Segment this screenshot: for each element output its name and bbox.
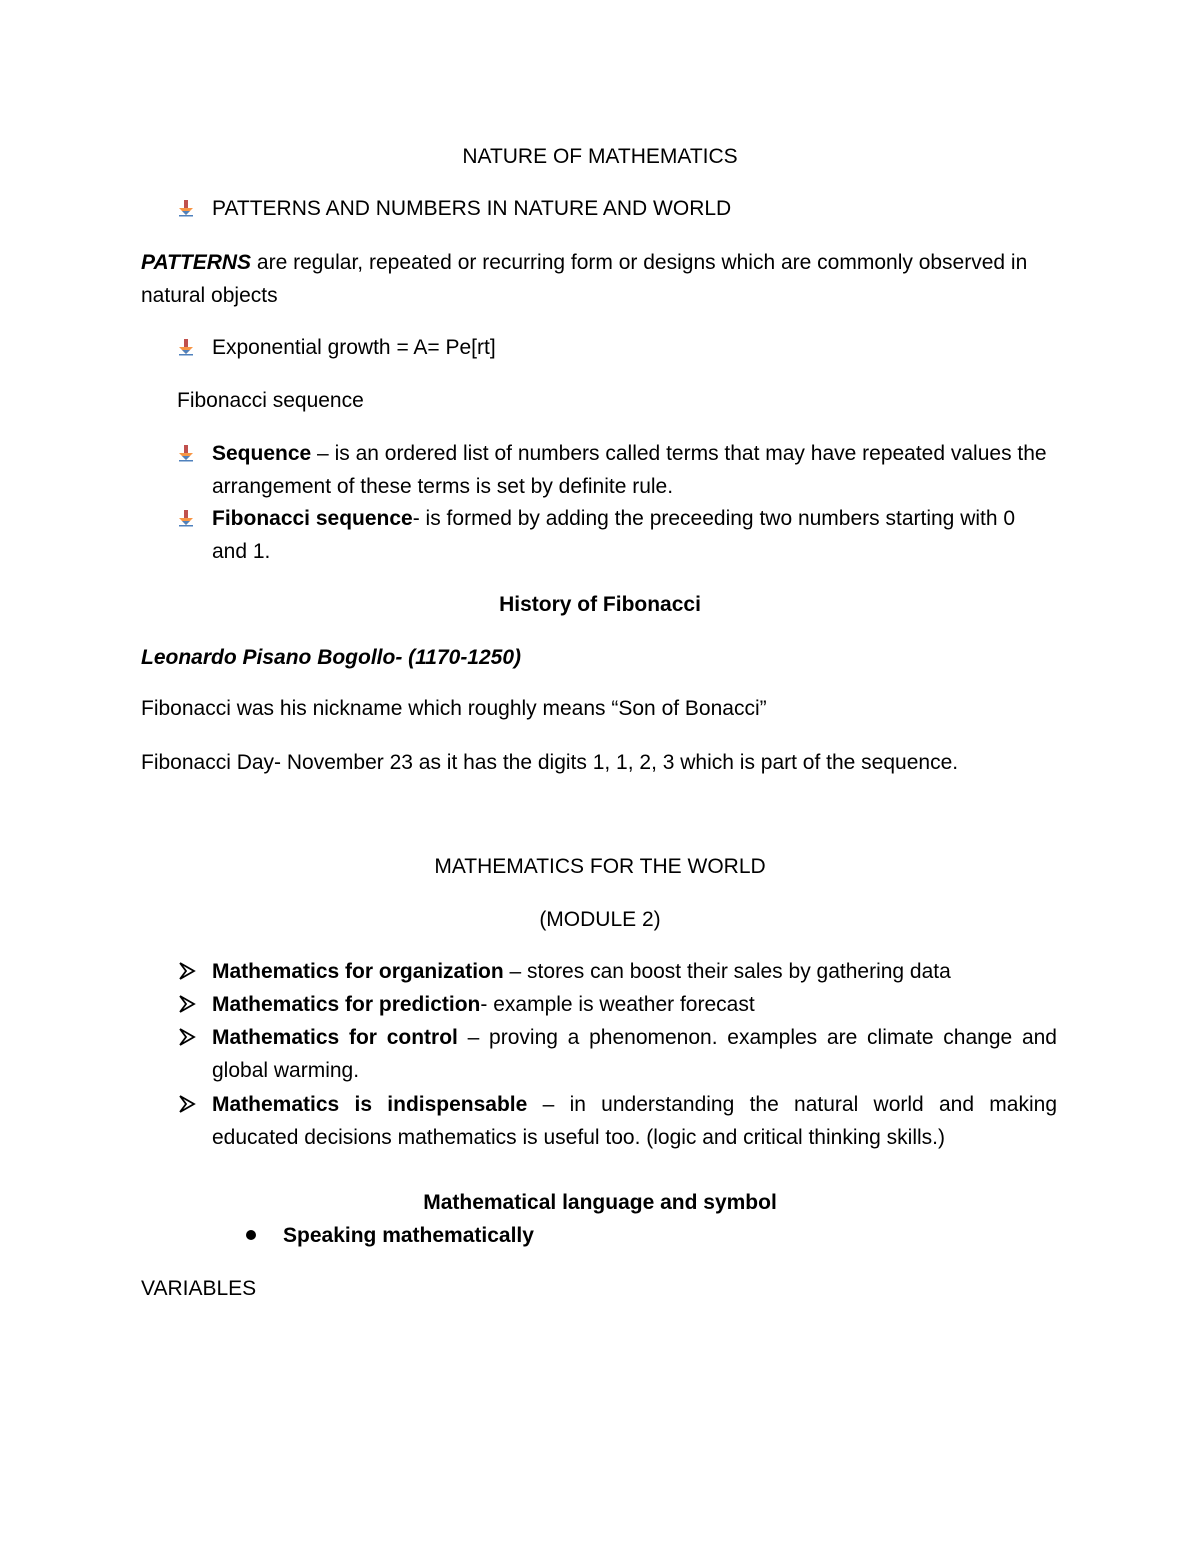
item-term: Mathematics for prediction (212, 993, 481, 1016)
chevron-right-bullet-icon (177, 1094, 197, 1114)
history-heading: History of Fibonacci (499, 593, 701, 616)
speaking-mathematically: Speaking mathematically (283, 1224, 534, 1247)
module2-item-indispensable-line1 (212, 1088, 1057, 1121)
chevron-right-bullet-icon (177, 1027, 197, 1047)
arrow-down-bullet-icon (178, 444, 194, 462)
sequence-def-text: – is an ordered list of numbers called terms that may have repeated values the (311, 442, 1047, 465)
arrow-down-bullet-icon (178, 509, 194, 527)
fibonacci-sequence-label: Fibonacci sequence (177, 389, 364, 412)
module2-subheading: (MODULE 2) (539, 908, 661, 931)
item-term: Mathematics for organization (212, 960, 504, 983)
patterns-def-text: are regular, repeated or recurring form or designs which are commonly observed in (251, 251, 1028, 274)
patterns-definition-line2: natural objects (141, 284, 278, 307)
dot-bullet-icon (246, 1230, 256, 1240)
variables-heading: VARIABLES (141, 1277, 257, 1300)
fibonacci-definition-line1 (212, 502, 1015, 535)
item-text: – stores can boost their sales by gathering data (503, 960, 951, 983)
page-title: NATURE OF MATHEMATICS (462, 145, 738, 168)
sequence-definition-line2: arrangement of these terms is set by definite rule. (212, 475, 674, 498)
module2-item-control-line1 (212, 1021, 1057, 1054)
chevron-right-bullet-icon (177, 994, 197, 1014)
item-text: - example is weather forecast (480, 993, 755, 1016)
item-text: – proving a phenomenon. examples are climate change and (457, 1026, 1057, 1049)
history-fibonacci-day: Fibonacci Day- November 23 as it has the digits 1, 1, 2, 3 which is part of the sequence. (141, 751, 959, 774)
fibonacci-definition-line2: and 1. (212, 540, 271, 563)
item-term: Mathematics is indispensable (212, 1093, 528, 1116)
patterns-term: PATTERNS (141, 251, 252, 274)
chevron-right-bullet-icon (177, 961, 197, 981)
fibonacci-term: Fibonacci sequence (212, 507, 413, 530)
section-heading-patterns: PATTERNS AND NUMBERS IN NATURE AND WORLD (212, 197, 732, 220)
module2-item-organization (212, 955, 951, 988)
history-nickname: Fibonacci was his nickname which roughly means “Son of Bonacci” (141, 697, 767, 720)
fibonacci-def-text: - is formed by adding the preceeding two numbers starting with 0 (412, 507, 1016, 530)
module2-item-control-line2: global warming. (212, 1059, 360, 1082)
sequence-definition-line1 (212, 437, 1047, 470)
patterns-definition-line1 (141, 246, 1027, 279)
item-term: Mathematics for control (212, 1026, 458, 1049)
exponential-growth: Exponential growth = A= Pe[rt] (212, 336, 496, 359)
module2-item-prediction (212, 988, 755, 1021)
arrow-down-bullet-icon (178, 199, 194, 217)
module2-item-indispensable-line2: educated decisions mathematics is useful too. (logic and critical thinking skills.) (212, 1126, 946, 1149)
item-text: – in understanding the natural world and making (527, 1093, 1058, 1116)
language-heading: Mathematical language and symbol (423, 1191, 777, 1214)
history-person: Leonardo Pisano Bogollo- (1170-1250) (141, 646, 522, 669)
arrow-down-bullet-icon (178, 338, 194, 356)
sequence-term: Sequence (212, 442, 312, 465)
module2-heading: MATHEMATICS FOR THE WORLD (434, 855, 766, 878)
